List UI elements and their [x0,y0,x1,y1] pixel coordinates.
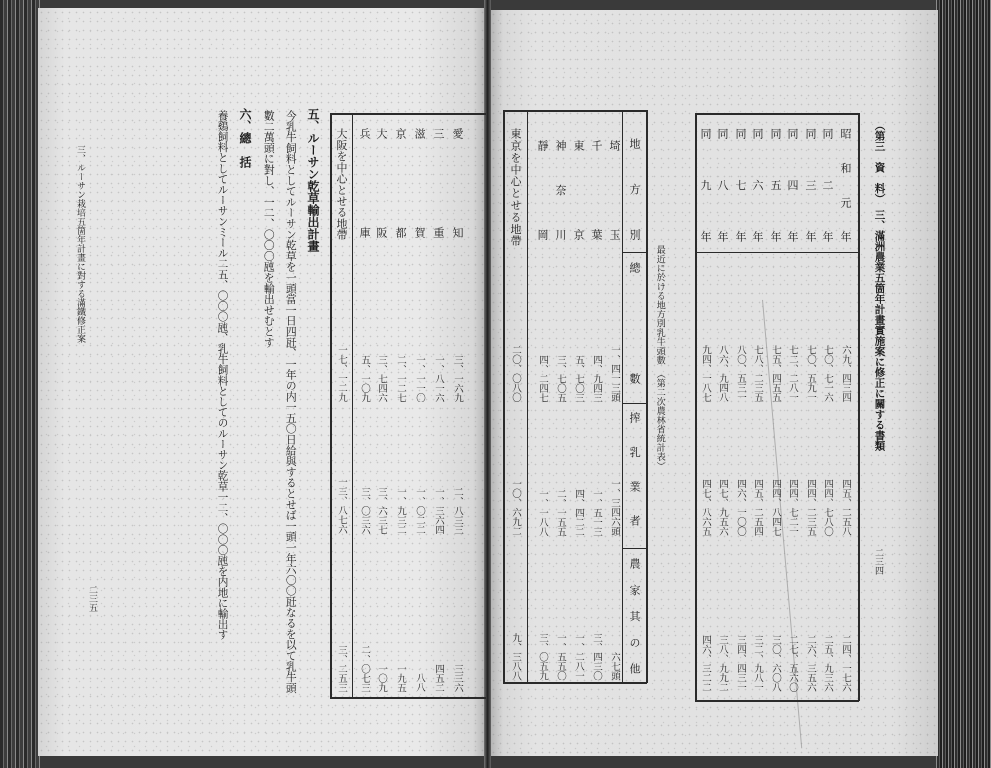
total-count: 七〇、七一六 [822,345,833,402]
table-row [714,0,730,768]
total-count: 四、二四七 [537,354,548,402]
table-left-rule [330,113,332,698]
farm-count: 三四、四三一 [735,635,746,692]
table-row [552,0,568,768]
table-row [411,0,427,768]
book-edge-right [936,0,991,768]
dairy-count: 一、九三二 [395,486,406,534]
year-label: 同二年 [821,128,834,242]
year-label: 同五年 [769,128,782,242]
running-head-left: 三、ルーサン栽培五箇年計畫に對する滿鐵修正案 [75,145,85,343]
year-label: 同七年 [734,128,747,242]
region-name: 靜岡 [536,140,549,240]
region-table-left-rule [503,110,505,683]
region-name: 兵庫 [358,128,371,238]
section-5-line: 數二萬頭に對し、一二、〇〇〇瓲を輸出せむとす [262,110,276,348]
region-name: 埼玉 [608,140,621,240]
farm-count: 二六、三五六 [805,635,816,692]
dairy-count: 四六、一〇〇 [735,479,746,536]
farm-count: 四五二 [433,663,444,692]
year-label: 同九年 [699,128,712,242]
total-count: 七〇、五九一 [805,345,816,402]
table-row [802,0,818,768]
section-5-heading: 五、ルーサン乾草輸出計畫 [306,108,320,252]
dairy-count: 四四、八四七 [770,479,781,536]
page-number-right: 二三四 [873,548,883,575]
region-name: 神奈川 [554,140,567,240]
table-row [449,0,465,768]
farm-count: 二、〇七三 [359,644,370,692]
farm-count: 二四、一七六 [840,635,851,692]
total-count: 九四、一八七 [700,345,711,402]
farm-count: 一、二八一 [573,632,584,680]
region-name: 三重 [432,128,445,238]
dairy-count: 四七、八六五 [700,479,711,536]
farm-count: 六七頭 [609,651,620,680]
subtotal-dairy-count: 一〇、六九二 [510,479,521,536]
total-count: 八〇、五三一 [735,345,746,402]
table-row [534,0,550,768]
dairy-count: 三、六三七 [376,486,387,534]
total-count: 四、九四三 [591,354,602,402]
total-count: 七二、二八一 [787,345,798,402]
book-edge-left [0,0,40,768]
region-table-right-rule [646,110,648,683]
dairy-count: 一、三四六頭 [609,479,620,536]
total-count: 二、一二七 [395,354,406,402]
total-count: 六九、四三四 [840,345,851,402]
dairy-count: 一、一八八 [537,488,548,536]
table-subtotal-row [333,0,349,768]
page-number-left: 二三五 [87,585,97,612]
table-row [606,0,622,768]
total-count: 一、八一六 [433,354,444,402]
farm-count: 四六、三二二 [700,635,711,692]
dairy-count: 四五、二五八 [840,479,851,536]
table-row [732,0,748,768]
year-label: 昭和元年 [839,128,852,242]
dairy-count: 二、八三三 [452,486,463,534]
farm-count: 二五、九三六 [822,635,833,692]
region-table-caption: 最近に於ける地方別乳牛頭數 （第二次農林省統計表） [654,245,666,471]
table-row [588,0,604,768]
farm-count: 三三六 [452,663,463,692]
table-header-column [626,0,642,768]
section-5-line: 今乳牛飼料としてルーサン乾草を一頭當一日四瓩、一年の内一五〇日給與するとせば一頭一年六〇〇瓩なるを以て乳牛頭 [284,110,298,694]
header-farm: 農家其の他 [628,558,641,674]
table-row [392,0,408,768]
table-row [570,0,586,768]
subtotal-farm-count: 九、三八八 [510,632,521,680]
region-table-subtotal-rule [527,110,528,683]
farm-count: 一、五五〇 [555,632,566,680]
dairy-count: 四七、九五六 [717,479,728,536]
region-name: 東京 [572,140,585,240]
table-row [356,0,372,768]
region-name: 京都 [394,128,407,238]
farm-count: 三八、九九二 [717,635,728,692]
table-row [749,0,765,768]
total-count: 一、四一三頭 [609,345,620,402]
farm-count: 三、〇五九 [537,632,548,680]
header-region: 地方別 [628,138,641,240]
region-name: 滋賀 [413,128,426,238]
year-label: 同六年 [751,128,764,242]
table-row [373,0,389,768]
total-count: 一、一一〇 [414,354,425,402]
total-count: 三、七四六 [376,354,387,402]
year-label: 同三年 [804,128,817,242]
total-count: 五、一〇九 [359,354,370,402]
year-label: 同四年 [786,128,799,242]
table-row [837,0,853,768]
total-count: 七八、二三五 [752,345,763,402]
subtotal-region-name: 大阪を中心とせる地帶 [335,128,348,240]
farm-count: 一〇九 [376,663,387,692]
dairy-count: 四四、二三五 [805,479,816,536]
dairy-count: 四、四二二 [573,488,584,536]
subtotal-total-count: 一七、一二九 [336,345,347,402]
farm-count: 三、四三〇 [591,632,602,680]
header-total: 總數 [628,262,641,384]
table-row [784,0,800,768]
farm-count: 三二、九八一 [752,635,763,692]
table-subtotal-row [507,0,523,768]
farm-count: 三〇、六〇八 [770,635,781,692]
total-count: 三、七〇五 [555,354,566,402]
subtotal-total-count: 二〇、〇八〇 [510,345,521,402]
farm-count: 一九五 [395,663,406,692]
table-row [819,0,835,768]
dairy-count: 一、三六四 [433,486,444,534]
section-6-heading: 六、總 括 [238,108,252,168]
dairy-count: 一、〇二二 [414,486,425,534]
subtotal-dairy-count: 一三、八七六 [336,477,347,534]
total-count: 七五、四五五 [770,345,781,402]
table-subtotal-rule [352,113,353,698]
farm-count: 二七、五六〇 [787,635,798,692]
total-count: 八六、九四八 [717,345,728,402]
region-table-header-rule [622,110,623,683]
table-row [767,0,783,768]
book-gutter [484,0,491,768]
dairy-count: 四五、二五四 [752,479,763,536]
subtotal-farm-count: 三、二五三 [336,644,347,692]
running-head-right: （第三 資 料） 三、滿洲農業五箇年計畫實施案に修正に關する書類 [873,120,886,451]
dairy-count: 四四、七二一 [787,479,798,536]
header-dairy: 搾乳業者 [628,412,641,526]
section-6-line: 養鷄飼料としてルーサンミール二五、〇〇〇瓲、乳牛飼料としてのルーサン乾草一二、〇〇〇瓲を内地に輸出す [216,110,229,640]
farm-count: 八八 [414,673,425,692]
year-label: 同八年 [716,128,729,242]
table-row [697,0,713,768]
region-name: 大阪 [375,128,388,238]
dairy-count: 二、一五五 [555,488,566,536]
dairy-count: 四四、七八〇 [822,479,833,536]
region-name: 千葉 [590,140,603,240]
year-table-right-rule [858,113,860,701]
total-count: 三、一六九 [452,354,463,402]
dairy-count: 三、〇三六 [359,486,370,534]
table-row [430,0,446,768]
subtotal-region-name: 東京を中心とせる地帶 [509,128,522,246]
dairy-count: 一、五一三 [591,488,602,536]
total-count: 五、七〇三 [573,354,584,402]
region-name: 愛知 [451,128,464,238]
